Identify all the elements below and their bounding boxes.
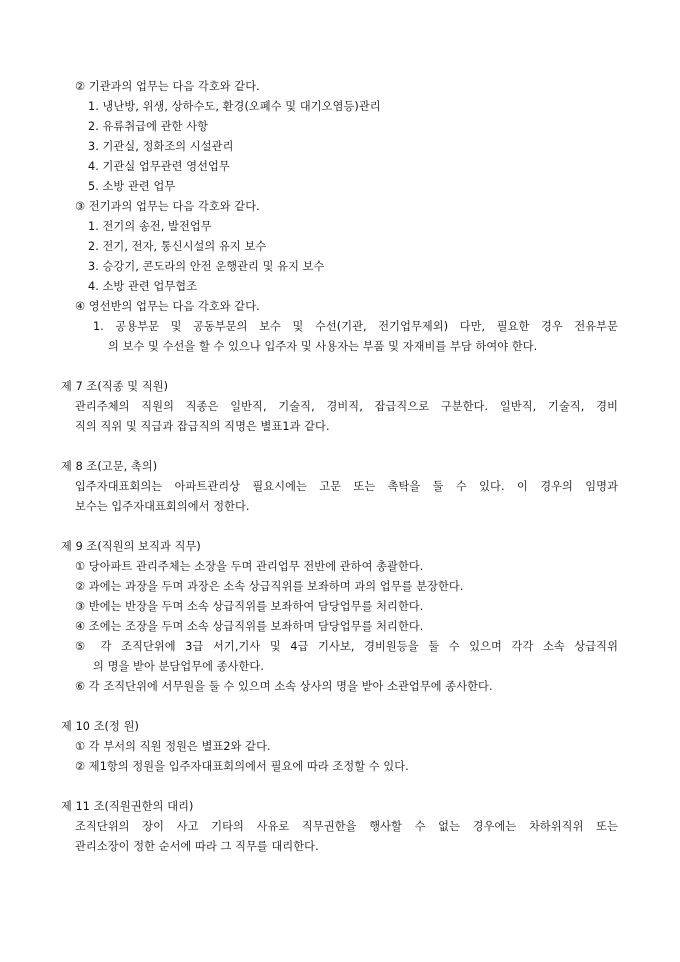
list-item: ⑤ 각 조직단위에 3급 서기,기사 및 4급 기사보, 경비원등을 둘 수 있으며 각각 소속 상급직위 [75,640,618,653]
list-item: 1. 전기의 송전, 발전업무 [88,220,212,233]
list-item: 1. 공용부문 및 공동부문의 보수 및 수선(기관, 전기업무제외) 다만, 필요한 경우 전유부문 [93,320,618,333]
list-item: ① 각 부서의 직원 정원은 별표2와 같다. [75,740,271,753]
list-item-continuation: 의 명을 받아 분담업무에 종사한다. [93,660,264,673]
list-item: 2. 전기, 전자, 통신시설의 유지 보수 [88,240,267,253]
list-item: 1. 냉난방, 위생, 상하수도, 환경(오폐수 및 대기오염등)관리 [88,100,381,113]
list-item: 3. 기관실, 정화조의 시설관리 [88,140,234,153]
item-2-heading: ② 기관과의 업무는 다음 각호와 같다. [75,80,260,93]
list-item: ④ 조에는 조장을 두며 소속 상급직위를 보좌하며 담당업무를 처리한다. [75,620,424,633]
list-item: ② 제1항의 정원을 입주자대표회의에서 필요에 따라 조정할 수 있다. [75,760,409,773]
item-3-heading: ③ 전기과의 업무는 다음 각호와 같다. [75,200,260,213]
article-9-title: 제 9 조(직원의 보직과 직무) [61,540,201,553]
article-8-body: 보수는 입주자대표회의에서 정한다. [75,500,250,513]
list-item: ③ 반에는 반장을 두며 소속 상급직위를 보좌하여 담당업무를 처리한다. [75,600,424,613]
article-7-title: 제 7 조(직종 및 직원) [61,380,169,393]
article-11-title: 제 11 조(직원권한의 대리) [61,800,194,813]
list-item: 2. 유류취급에 관한 사항 [88,120,209,133]
article-7-body: 관리주체의 직원의 직종은 일반직, 기술직, 경비직, 잡급직으로 구분한다. 일반직, 기술직, 경비 [75,400,618,413]
list-item: ② 과에는 과장을 두며 과장은 소속 상급직위를 보좌하며 과의 업무를 분장한다. [75,580,464,593]
article-8-body: 입주자대표회의는 아파트관리상 필요시에는 고문 또는 촉탁을 둘 수 있다. 이 경우의 임명과 [75,480,618,493]
article-7-body: 직의 직위 및 직급과 잡급직의 직명은 별표1과 같다. [75,420,330,433]
list-item: ① 당아파트 관리주체는 소장을 두며 관리업무 전반에 관하여 총괄한다. [75,560,424,573]
list-item: 3. 승강기, 콘도라의 안전 운행관리 및 유지 보수 [88,260,325,273]
list-item: ⑥ 각 조직단위에 서무원을 둘 수 있으며 소속 상사의 명을 받아 소관업무에 종사한다. [75,680,493,693]
article-10-title: 제 10 조(정 원) [61,720,139,733]
list-item-continuation: 의 보수 및 수선을 할 수 있으나 입주자 및 사용자는 부품 및 자재비를 부담 하여야 한다. [108,340,538,353]
list-item: 4. 기관실 업무관련 영선업무 [88,160,230,173]
article-11-body: 관리소장이 정한 순서에 따라 그 직무를 대리한다. [75,840,319,853]
article-11-body: 조직단위의 장이 사고 기타의 사유로 직무권한을 행사할 수 없는 경우에는 차하위직위 또는 [75,820,618,833]
list-item: 5. 소방 관련 업무 [88,180,176,193]
article-8-title: 제 8 조(고문, 촉의) [61,460,158,473]
list-item: 4. 소방 관련 업무협조 [88,280,198,293]
item-4-heading: ④ 영선반의 업무는 다음 각호와 같다. [75,300,260,313]
